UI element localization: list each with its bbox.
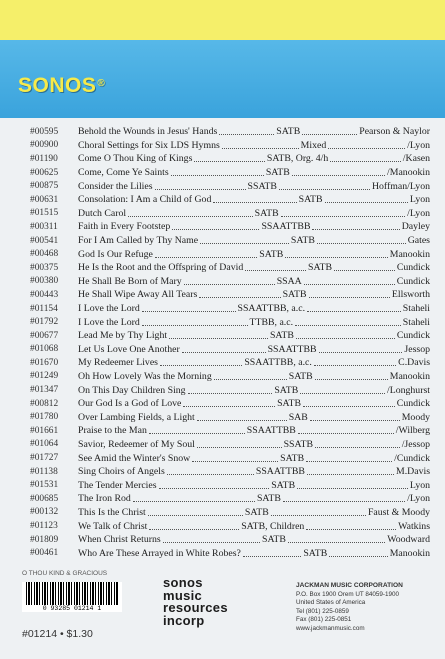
song-row (30, 519, 430, 533)
song-voicing: SATB (259, 248, 284, 260)
song-title: Lead Me by Thy Light (78, 330, 168, 342)
leader-dots (304, 278, 395, 285)
registered-mark: ® (97, 78, 106, 89)
song-number: #01154 (30, 303, 58, 314)
song-row (30, 125, 430, 139)
song-voicing: SSAATTBB, a.c. (244, 357, 312, 369)
song-row (30, 478, 430, 492)
song-voicing: SSAATTBB (267, 343, 317, 355)
leader-dots (155, 251, 257, 258)
song-number: #01809 (30, 534, 59, 545)
song-row (30, 302, 430, 316)
leader-dots (325, 196, 408, 203)
song-title: Over Lambing Fields, a Light (78, 411, 195, 423)
leader-dots (183, 400, 275, 407)
leader-dots (197, 414, 287, 421)
song-author: /Jessop (401, 438, 431, 450)
leader-dots (142, 319, 248, 326)
song-title: Consolation: I Am a Child of God (78, 194, 212, 206)
song-author: Watkins (398, 520, 431, 532)
leader-dots (243, 550, 301, 557)
song-title: This Is the Christ (78, 506, 146, 518)
song-author: /Lyon (407, 493, 431, 505)
leader-dots (315, 441, 400, 448)
leader-dots (297, 482, 408, 489)
song-row (30, 315, 430, 329)
song-row (30, 410, 430, 424)
song-number: #00595 (30, 126, 59, 137)
song-voicing: SATB (269, 330, 294, 342)
song-voicing: SATB (277, 398, 302, 410)
leader-dots (300, 387, 385, 394)
song-number: #00132 (30, 507, 59, 518)
song-row (30, 343, 430, 357)
song-voicing: SATB (274, 384, 299, 396)
song-number: #01780 (30, 412, 59, 423)
leader-dots (317, 237, 406, 244)
song-row (30, 533, 430, 547)
leader-dots (281, 210, 406, 217)
leader-dots (222, 142, 299, 149)
song-title: Praise to the Man (78, 425, 147, 437)
leader-dots (172, 223, 259, 230)
song-row (30, 465, 430, 479)
leader-dots (171, 169, 264, 176)
leader-dots (159, 482, 270, 489)
leader-dots (160, 359, 242, 366)
song-author: /Longhurst (387, 384, 430, 396)
song-title: The Iron Rod (78, 493, 131, 505)
publisher-contact (296, 582, 436, 634)
barcode-bars (26, 582, 118, 606)
song-voicing: SATB (282, 289, 307, 301)
song-voicing: SATB (271, 479, 296, 491)
leader-dots (306, 523, 396, 530)
leader-dots (188, 387, 273, 394)
leader-dots (279, 183, 370, 190)
song-number: #01190 (30, 153, 58, 164)
song-author: Cundick (396, 262, 431, 274)
song-row (30, 492, 430, 506)
top-yellow-band (0, 0, 445, 40)
song-title: When Christ Returns (78, 534, 161, 546)
address: P.O. Box 1900 Orem UT 84059-1900 (296, 590, 400, 598)
leader-dots (149, 427, 245, 434)
leader-dots (182, 346, 266, 353)
leader-dots (328, 142, 405, 149)
song-author: /Kasen (402, 153, 431, 165)
song-voicing: SATB (276, 126, 301, 138)
song-number: #00541 (30, 235, 59, 246)
song-title: Dutch Carol (78, 207, 127, 219)
song-author: Ellsworth (391, 289, 430, 301)
leader-dots (307, 468, 394, 475)
song-number: #01531 (30, 480, 59, 491)
song-number: #01138 (30, 466, 58, 477)
song-row (30, 207, 430, 221)
leader-dots (197, 441, 282, 448)
song-row (30, 383, 430, 397)
song-voicing: SSATB (283, 438, 313, 450)
song-author: Moody (401, 411, 431, 423)
song-number: #01792 (30, 317, 59, 328)
song-title: See Amid the Winter's Snow (78, 452, 191, 464)
song-row (30, 166, 430, 180)
song-row (30, 288, 430, 302)
song-number: #01123 (30, 521, 58, 532)
song-row (30, 275, 430, 289)
song-author: Staheli (402, 316, 431, 328)
song-title: He Is the Root and the Offspring of David (78, 262, 244, 274)
song-row (30, 247, 430, 261)
song-number: #00380 (30, 276, 59, 287)
song-author: Woodward (387, 534, 430, 546)
leader-dots (296, 332, 395, 339)
leader-dots (329, 550, 387, 557)
leader-dots (315, 373, 388, 380)
song-row (30, 438, 430, 452)
song-title: On This Day Children Sing (78, 384, 186, 396)
song-number: #00677 (30, 330, 59, 341)
song-title: My Redeemer Lives (78, 357, 158, 369)
song-number: #01515 (30, 208, 59, 219)
song-title: God Is Our Refuge (78, 248, 153, 260)
song-row (30, 506, 430, 520)
sonos-brand-title: SONOS® (18, 74, 106, 97)
song-title: He Shall Be Born of Mary (78, 275, 182, 287)
song-author: /Wilberg (395, 425, 431, 437)
song-author: Lyon (409, 194, 431, 206)
song-row (30, 234, 430, 248)
leader-dots (310, 414, 400, 421)
barcode (22, 582, 122, 612)
song-author: C.Davis (398, 357, 431, 369)
leader-dots (200, 237, 289, 244)
song-voicing: SATB (256, 493, 281, 505)
leader-dots (302, 128, 357, 135)
song-voicing: SSAATTBB (261, 221, 311, 233)
leader-dots (271, 509, 366, 516)
leader-dots (214, 373, 287, 380)
song-number: #01661 (30, 425, 59, 436)
leader-dots (298, 427, 394, 434)
sonos-music-resources-logo (163, 577, 243, 635)
piece-title: O THOU KIND & GRACIOUS (22, 570, 108, 577)
song-row (30, 546, 430, 560)
song-author: Lyon (409, 479, 431, 491)
leader-dots (334, 264, 395, 271)
leader-dots (307, 305, 401, 312)
song-number: #00900 (30, 140, 59, 151)
song-number: #00311 (30, 221, 58, 232)
leader-dots (330, 155, 401, 162)
leader-dots (169, 332, 268, 339)
song-voicing: SSAATTBB (255, 466, 305, 478)
song-number: #01670 (30, 357, 59, 368)
leader-dots (283, 495, 405, 502)
song-title: He Shall Wipe Away All Tears (78, 289, 198, 301)
song-row (30, 356, 430, 370)
barcode-digits: 0 93285 01214 1 (22, 605, 122, 612)
fax: Fax (801) 225-0851 (296, 616, 352, 624)
song-voicing: SATB (265, 167, 290, 179)
logo-line: music (163, 587, 203, 603)
leader-dots (213, 196, 296, 203)
song-number: #00812 (30, 398, 59, 409)
song-voicing: SATB (308, 262, 333, 274)
song-number: #00461 (30, 548, 59, 559)
leader-dots (292, 169, 385, 176)
leader-dots (306, 455, 392, 462)
song-voicing: SATB (290, 235, 315, 247)
song-author: Staheli (402, 303, 431, 315)
song-row (30, 261, 430, 275)
song-voicing: SATB, Org. 4/h (266, 153, 329, 165)
leader-dots (245, 264, 306, 271)
song-voicing: SATB (244, 506, 269, 518)
song-voicing: SATB, Children (241, 520, 305, 532)
song-title: We Talk of Christ (78, 520, 148, 532)
song-number: #00625 (30, 167, 59, 178)
song-number: #00468 (30, 249, 59, 260)
leader-dots (149, 523, 239, 530)
song-title: Choral Settings for Six LDS Hymns (78, 139, 220, 151)
song-author: Manookin (389, 248, 431, 260)
leader-dots (319, 346, 403, 353)
leader-dots (148, 509, 243, 516)
leader-dots (167, 468, 254, 475)
song-number: #01249 (30, 371, 59, 382)
logo-line: resources (163, 600, 228, 615)
song-voicing: TTBB, a.c. (249, 316, 294, 328)
song-number: #01064 (30, 439, 59, 450)
leader-dots (303, 400, 395, 407)
song-voicing: Mixed (300, 139, 327, 151)
song-voicing: SATB (280, 452, 305, 464)
song-author: /Cundick (394, 452, 431, 464)
website-link[interactable]: www.jackmanmusic.com (296, 624, 365, 632)
leader-dots (312, 223, 399, 230)
song-row (30, 451, 430, 465)
song-voicing: SATB (303, 547, 328, 559)
song-number: #00685 (30, 493, 59, 504)
song-title: For I Am Called by Thy Name (78, 235, 199, 247)
song-row (30, 139, 430, 153)
song-author: /Lyon (407, 139, 430, 151)
song-row (30, 220, 430, 234)
song-number: #01727 (30, 453, 59, 464)
song-number: #00443 (30, 289, 59, 300)
song-voicing: SATB (254, 207, 279, 219)
leader-dots (285, 251, 387, 258)
song-row (30, 370, 430, 384)
leader-dots (163, 536, 260, 543)
song-title: Let Us Love One Another (78, 343, 180, 355)
song-row (30, 179, 430, 193)
song-number: #00631 (30, 194, 59, 205)
song-voicing: SSATB (247, 180, 277, 192)
leader-dots (128, 210, 253, 217)
song-author: /Manookin (387, 167, 431, 179)
telephone: Tel (801) 225-0859 (296, 607, 349, 615)
song-author: Jessop (404, 343, 431, 355)
song-author: Hoffman/Lyon (371, 180, 430, 192)
song-voicing: SSAATTBB, a.c. (237, 303, 306, 315)
song-title: The Tender Mercies (78, 479, 157, 491)
song-title: Oh How Lovely Was the Morning (78, 370, 212, 382)
country: United States of America (296, 599, 366, 607)
song-title: Behold the Wounds in Jesus' Hands (78, 126, 218, 138)
catalog-price: #01214 • $1.30 (22, 628, 93, 640)
leader-dots (142, 305, 236, 312)
song-title: Come O Thou King of Kings (78, 153, 193, 165)
song-number: #01068 (30, 344, 59, 355)
song-voicing: SATB (288, 370, 313, 382)
song-title: Savior, Redeemer of My Soul (78, 438, 195, 450)
logo-line: sonos (163, 575, 203, 590)
leader-dots (199, 291, 280, 298)
song-row (30, 152, 430, 166)
leader-dots (314, 359, 396, 366)
song-row (30, 424, 430, 438)
song-author: M.Davis (395, 466, 431, 478)
song-voicing: SSAA (276, 275, 302, 287)
logo-line: incorp (163, 612, 205, 628)
leader-dots (219, 128, 274, 135)
leader-dots (133, 495, 255, 502)
song-number: #00375 (30, 262, 59, 273)
company-name: JACKMAN MUSIC CORPORATION (296, 582, 403, 589)
song-author: Manookin (389, 547, 430, 559)
leader-dots (155, 183, 246, 190)
leader-dots (184, 278, 275, 285)
song-title: Consider the Lilies (78, 180, 153, 192)
song-voicing: SATB (262, 534, 286, 546)
leader-dots (194, 155, 265, 162)
song-title: I Love the Lord (78, 316, 140, 328)
song-voicing: SAB (288, 411, 308, 423)
leader-dots (295, 319, 401, 326)
leader-dots (192, 455, 278, 462)
song-title: I Love the Lord (78, 303, 140, 315)
song-author: Pearson & Naylor (359, 126, 430, 138)
song-author: Faust & Moody (367, 506, 431, 518)
song-title: Come, Come Ye Saints (78, 167, 169, 179)
song-author: /Lyon (407, 207, 431, 219)
song-author: Cundick (396, 275, 430, 287)
song-author: Dayley (401, 221, 431, 233)
song-voicing: SSAATTBB (246, 425, 296, 437)
song-number: #01347 (30, 385, 59, 396)
song-author: Cundick (396, 398, 430, 410)
song-title: Who Are These Arrayed in White Robes? (78, 547, 241, 559)
song-author: Cundick (396, 330, 431, 342)
song-title: Sing Choirs of Angels (78, 466, 165, 478)
song-title: Our God Is a God of Love (78, 398, 182, 410)
song-author: Manookin (389, 370, 431, 382)
song-number: #00875 (30, 181, 59, 192)
song-voicing: SATB (298, 194, 323, 206)
song-row (30, 329, 430, 343)
song-title: Faith in Every Footstep (78, 221, 171, 233)
song-row (30, 397, 430, 411)
song-row (30, 193, 430, 207)
leader-dots (309, 291, 390, 298)
leader-dots (288, 536, 385, 543)
song-author: Gates (407, 235, 430, 247)
song-list (30, 125, 430, 560)
